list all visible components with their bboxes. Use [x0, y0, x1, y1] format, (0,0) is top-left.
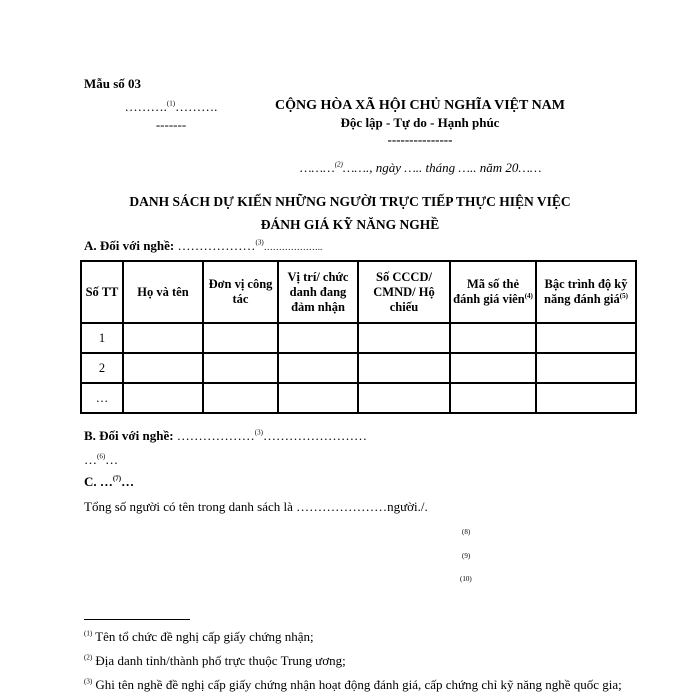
signature-note-9: (9) — [462, 552, 471, 560]
footnote-ref-6: (6) — [97, 452, 106, 461]
table-cell — [536, 383, 636, 413]
national-motto: Độc lập - Tự do - Hạnh phúc — [340, 115, 500, 130]
table-cell — [278, 383, 358, 413]
organization-dashes: ------- — [155, 117, 187, 132]
table-cell — [203, 353, 278, 383]
title-line-2: ĐÁNH GIÁ KỸ NĂNG NGHỀ — [260, 217, 440, 232]
footnote-ref-2: (2) — [334, 160, 343, 169]
table-cell — [123, 383, 203, 413]
table-cell — [278, 353, 358, 383]
col-header-position: Vị trí/ chức danh đang đảm nhận — [278, 261, 358, 323]
row-number: … — [81, 383, 123, 413]
table-row — [81, 383, 636, 413]
footnote-3: $^{(3)}$ Ghi tên nghề đề nghị cấp giấy chứng nhận hoạt động đánh giá, cấp chứng chỉ kỹ năng nghề quốc gia; — [84, 677, 622, 692]
organization-name-block — [96, 98, 246, 134]
signature-note-10: (10) — [460, 575, 472, 583]
col-header-unit: Đơn vị công tác — [203, 261, 278, 323]
col-header-no: Số TT — [81, 261, 123, 323]
motto-divider: --------------- — [387, 132, 453, 147]
col-header-skill-level: Bậc trình độ kỹ năng đánh giá$^{(5)}$ — [536, 261, 636, 323]
document-title — [80, 190, 620, 236]
table-row — [81, 323, 636, 353]
table-cell — [203, 323, 278, 353]
table-cell — [278, 323, 358, 353]
footnote-ref-3b: (3) — [254, 428, 263, 437]
row-number: 2 — [81, 353, 123, 383]
footnote-ref-3: (3) — [255, 238, 264, 247]
table-cell — [358, 383, 450, 413]
date-line: ………$^{(2)}$……., ngày ….. tháng ….. năm 20…… — [300, 160, 542, 175]
table-cell — [358, 353, 450, 383]
signature-note-8: (8) — [462, 528, 471, 536]
footnote-ref-4: (4) — [524, 291, 533, 300]
title-line-1: DANH SÁCH DỰ KIẾN NHỮNG NGƯỜI TRỰC TIẾP THỰC HIỆN VIỆC — [129, 194, 571, 209]
assessor-table — [80, 260, 637, 414]
footnote-ref-1: (1) — [166, 99, 176, 108]
table-cell — [536, 353, 636, 383]
other-trade-line: …$^{(6)}$… — [84, 452, 119, 467]
col-header-id-number: Số CCCD/ CMND/ Hộ chiếu — [358, 261, 450, 323]
organization-name-placeholder: ……….$^{(1)}$………. — [124, 99, 218, 114]
table-cell — [450, 353, 536, 383]
table-cell — [203, 383, 278, 413]
table-cell — [123, 323, 203, 353]
nation-title: CỘNG HÒA XÃ HỘI CHỦ NGHĨA VIỆT NAM — [274, 98, 565, 113]
section-a-heading: A. Đối với nghề: ………………$^{(3)}$……………….. — [84, 238, 323, 253]
footnote-2: $^{(2)}$ Địa danh tỉnh/thành phố trực thuộc Trung ương; — [84, 653, 346, 668]
footnote-ref-5: (5) — [619, 291, 628, 300]
table-cell — [450, 323, 536, 353]
table-cell — [358, 323, 450, 353]
table-header-row — [81, 261, 636, 323]
table-row — [81, 353, 636, 383]
col-header-assessor-card: Mã số thẻ đánh giá viên$^{(4)}$ — [450, 261, 536, 323]
national-header — [270, 97, 570, 148]
col-header-name: Họ và tên — [123, 261, 203, 323]
footnote-separator — [84, 619, 190, 620]
form-code: Mẫu số 03 — [84, 76, 142, 91]
footnote-1: $^{(1)}$ Tên tổ chức đề nghị cấp giấy chứng nhận; — [84, 629, 314, 644]
total-count-line: Tổng số người có tên trong danh sách là …………………người./. — [84, 499, 428, 514]
row-number: 1 — [81, 323, 123, 353]
section-b-heading: B. Đối với nghề: ………………$^{(3)}$…………………… — [84, 428, 367, 443]
footnote-ref-7: (7) — [112, 474, 122, 483]
table-cell — [536, 323, 636, 353]
table-cell — [123, 353, 203, 383]
table-cell — [450, 383, 536, 413]
section-c-heading: C. …$^{(7)}$… — [84, 474, 135, 489]
